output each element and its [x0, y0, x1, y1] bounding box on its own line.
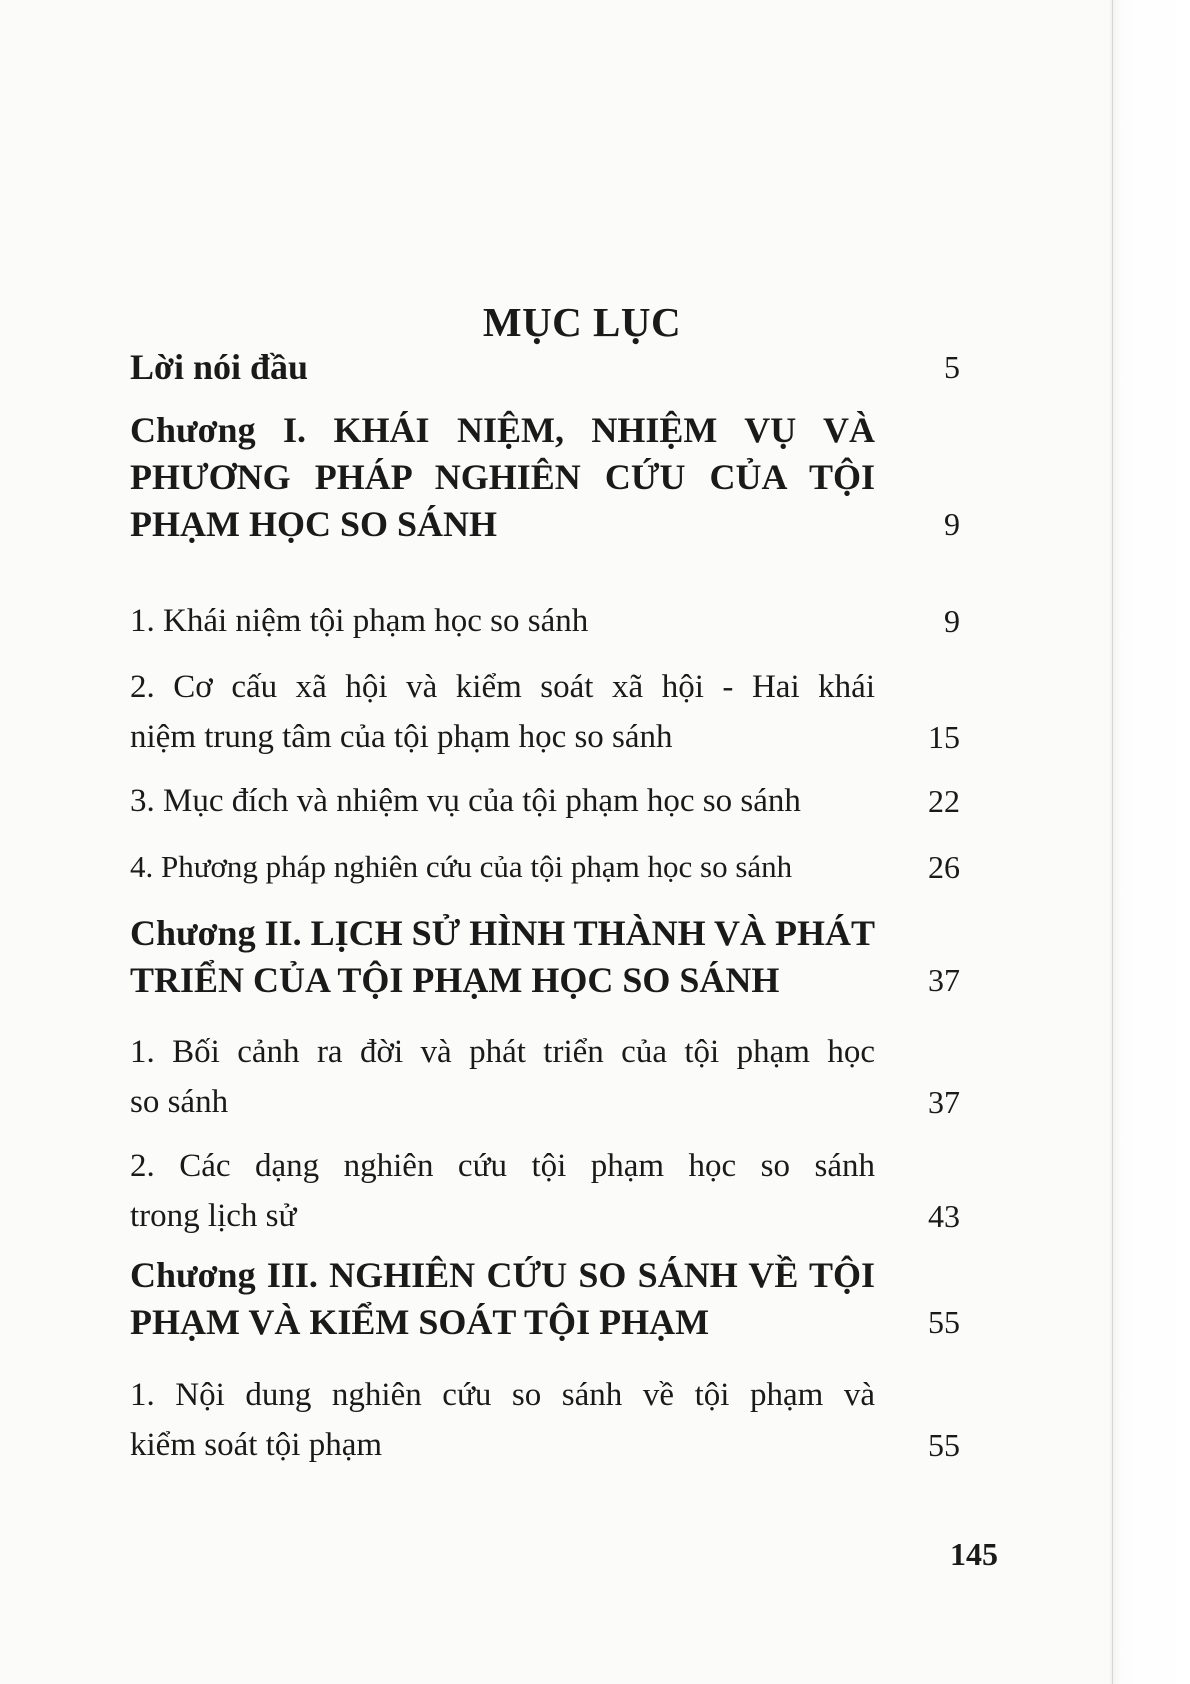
toc-entry-section — [130, 596, 960, 646]
entry-line: 2. Cơ cấu xã hội và kiểm soát xã hội - Hai khái — [130, 669, 875, 705]
entry-line: PHẠM HỌC SO SÁNH — [130, 504, 498, 544]
entry-line: trong lịch sử — [130, 1198, 297, 1234]
toc-entry-section — [130, 776, 960, 826]
entry-line: 1. Bối cảnh ra đời và phát triển của tội phạm học — [130, 1034, 875, 1070]
page-edge — [1110, 0, 1190, 1684]
toc-entry-section — [130, 842, 960, 892]
entry-page-number: 9 — [944, 603, 960, 639]
toc-entry-section — [130, 662, 960, 762]
entry-line: Lời nói đầu — [130, 347, 309, 387]
entry-line: 1. Nội dung nghiên cứu so sánh về tội phạm và — [130, 1377, 875, 1413]
entry-line: Chương I. KHÁI NIỆM, NHIỆM VỤ VÀ — [130, 410, 875, 450]
entry-line: PHẠM VÀ KIỂM SOÁT TỘI PHẠM — [130, 1302, 710, 1342]
entry-line: PHƯƠNG PHÁP NGHIÊN CỨU CỦA TỘI — [130, 457, 875, 497]
toc-title: MỤC LỤC — [482, 299, 682, 345]
entry-page-number: 37 — [928, 1084, 960, 1120]
entry-page-number: 15 — [928, 719, 960, 755]
entry-line: 4. Phương pháp nghiên cứu của tội phạm học so sánh — [130, 849, 793, 884]
entry-line: 2. Các dạng nghiên cứu tội phạm học so sánh — [130, 1148, 875, 1184]
entry-line: 1. Khái niệm tội phạm học so sánh — [130, 603, 589, 639]
entry-line: kiểm soát tội phạm — [130, 1427, 383, 1463]
entry-page-number: 5 — [944, 349, 960, 385]
entry-page-number: 55 — [928, 1304, 960, 1340]
entry-line: TRIỂN CỦA TỘI PHẠM HỌC SO SÁNH — [130, 960, 780, 1000]
entry-page-number: 37 — [928, 962, 960, 998]
page-number: 145 — [950, 1536, 998, 1572]
entry-line: 3. Mục đích và nhiệm vụ của tội phạm học so sánh — [130, 783, 801, 819]
entry-page-number: 22 — [928, 783, 960, 819]
toc-entry-chapter-2 — [130, 910, 960, 1004]
toc-entry-chapter-3 — [130, 1252, 960, 1346]
toc-entry-section — [130, 1027, 960, 1127]
entry-line: so sánh — [130, 1084, 229, 1120]
entry-page-number: 9 — [944, 506, 960, 542]
entry-page-number: 43 — [928, 1198, 960, 1234]
entry-line: Chương II. LỊCH SỬ HÌNH THÀNH VÀ PHÁT — [130, 913, 876, 953]
toc-entry-section — [130, 1141, 960, 1241]
entry-line: niệm trung tâm của tội phạm học so sánh — [130, 719, 673, 755]
entry-line: Chương III. NGHIÊN CỨU SO SÁNH VỀ TỘI — [130, 1255, 875, 1295]
toc-entry-chapter-1 — [130, 407, 960, 548]
toc-entry-foreword — [130, 344, 960, 391]
toc-entry-section — [130, 1370, 960, 1470]
entry-page-number: 55 — [928, 1427, 960, 1463]
entry-page-number: 26 — [928, 849, 960, 885]
